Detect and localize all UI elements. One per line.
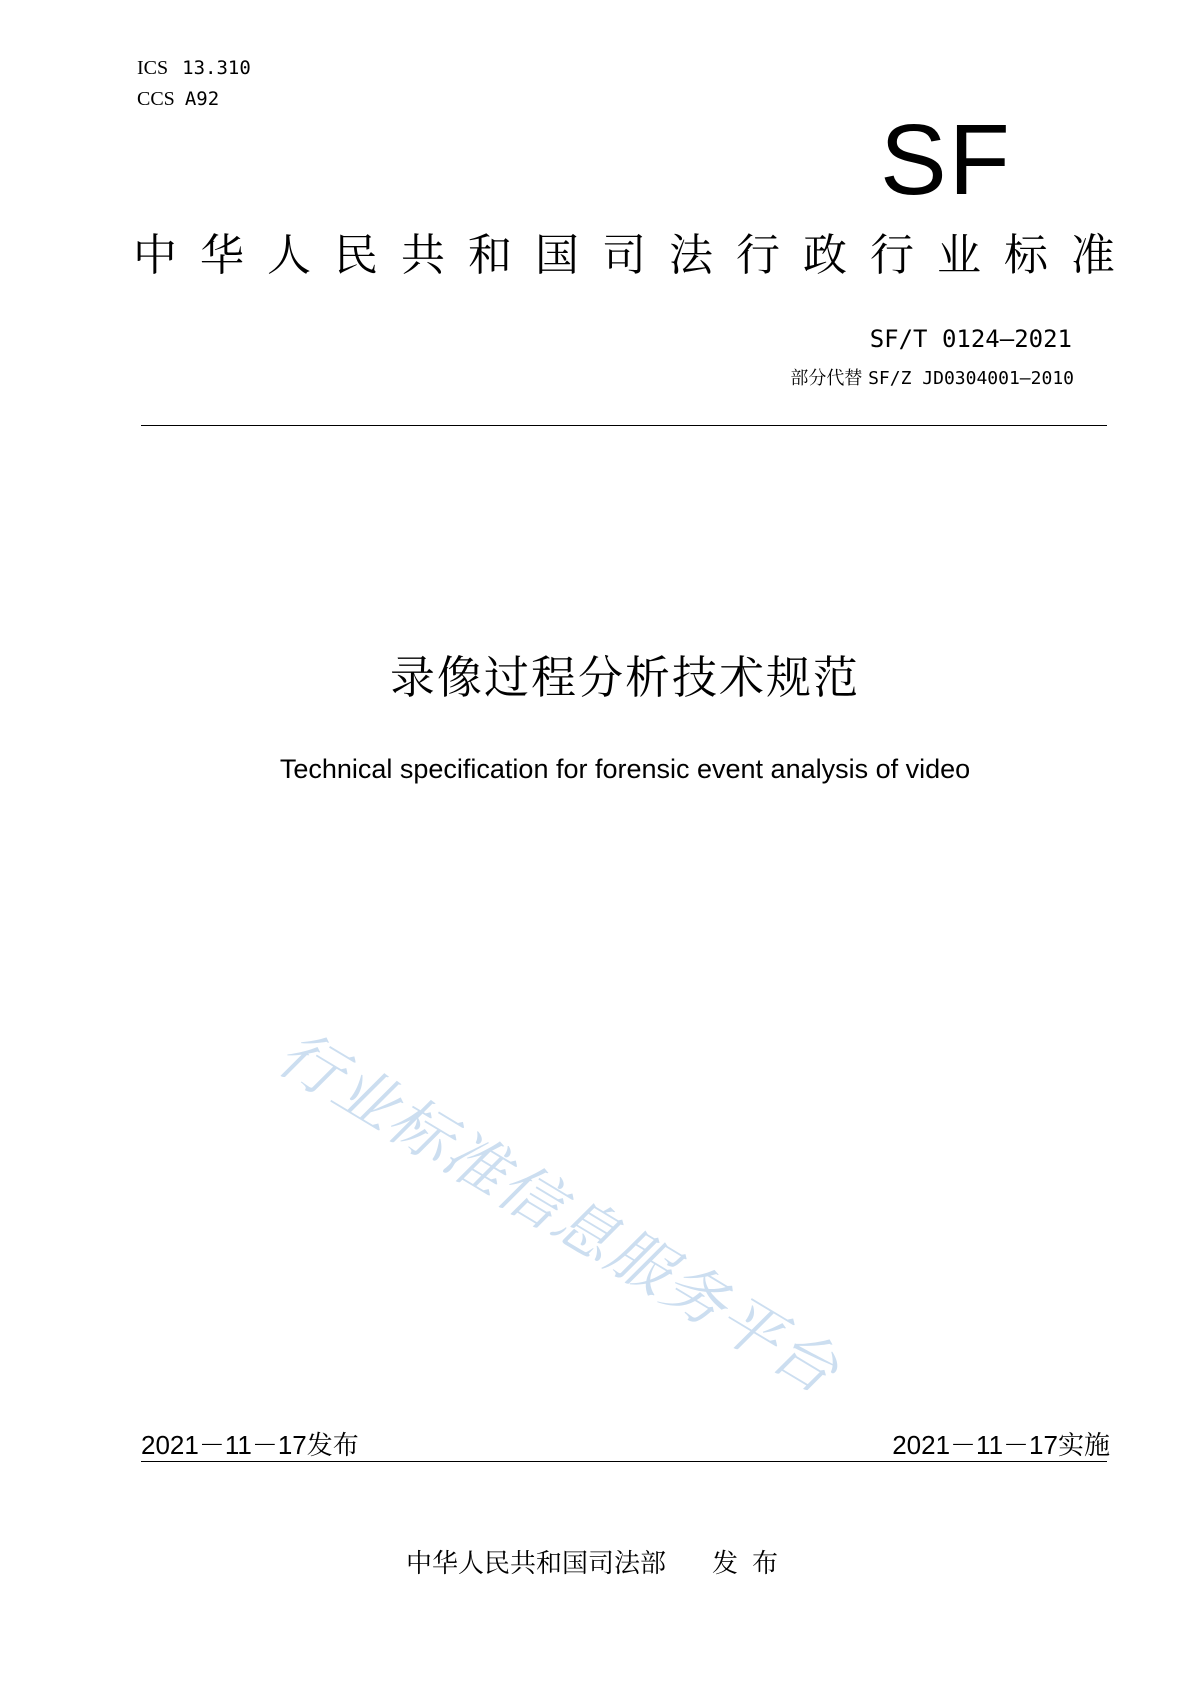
issuer-name: 中华人民共和国司法部 bbox=[406, 1549, 667, 1579]
implement-date-label: 实施 bbox=[1057, 1431, 1110, 1461]
ics-value: 13.310 bbox=[182, 57, 251, 79]
replaces-label: 部分代替 bbox=[790, 368, 863, 389]
replaces-number: SF/Z JD0304001—2010 bbox=[868, 368, 1074, 389]
standard-number: SF/T 0124—2021 bbox=[869, 325, 1072, 353]
issue-date-value: 2021－11－17 bbox=[141, 1430, 307, 1460]
standard-category-title: 中华人民共和国司法行政行业标准 bbox=[133, 230, 1138, 281]
implement-date-value: 2021－11－17 bbox=[892, 1430, 1058, 1460]
watermark: 行业标准信息服务平台 bbox=[265, 1016, 852, 1409]
ccs-label: CCS bbox=[137, 88, 175, 110]
sf-logo: SF bbox=[880, 104, 1012, 216]
implement-date bbox=[892, 1425, 1110, 1462]
ccs-code bbox=[137, 88, 219, 111]
ics-label: ICS bbox=[137, 57, 169, 79]
document-title-english: Technical specification for forensic event analysis of video bbox=[279, 754, 971, 784]
document-title-chinese: 录像过程分析技术规范 bbox=[389, 651, 860, 704]
issuing-authority bbox=[406, 1543, 792, 1580]
replaces-line bbox=[790, 364, 1074, 390]
issuer-action: 发布 bbox=[712, 1549, 793, 1579]
header-divider bbox=[141, 425, 1107, 426]
issue-date-label: 发布 bbox=[306, 1431, 359, 1461]
ics-code bbox=[137, 57, 251, 80]
footer-divider bbox=[141, 1461, 1107, 1462]
ccs-value: A92 bbox=[184, 88, 220, 110]
issue-date bbox=[141, 1425, 359, 1462]
